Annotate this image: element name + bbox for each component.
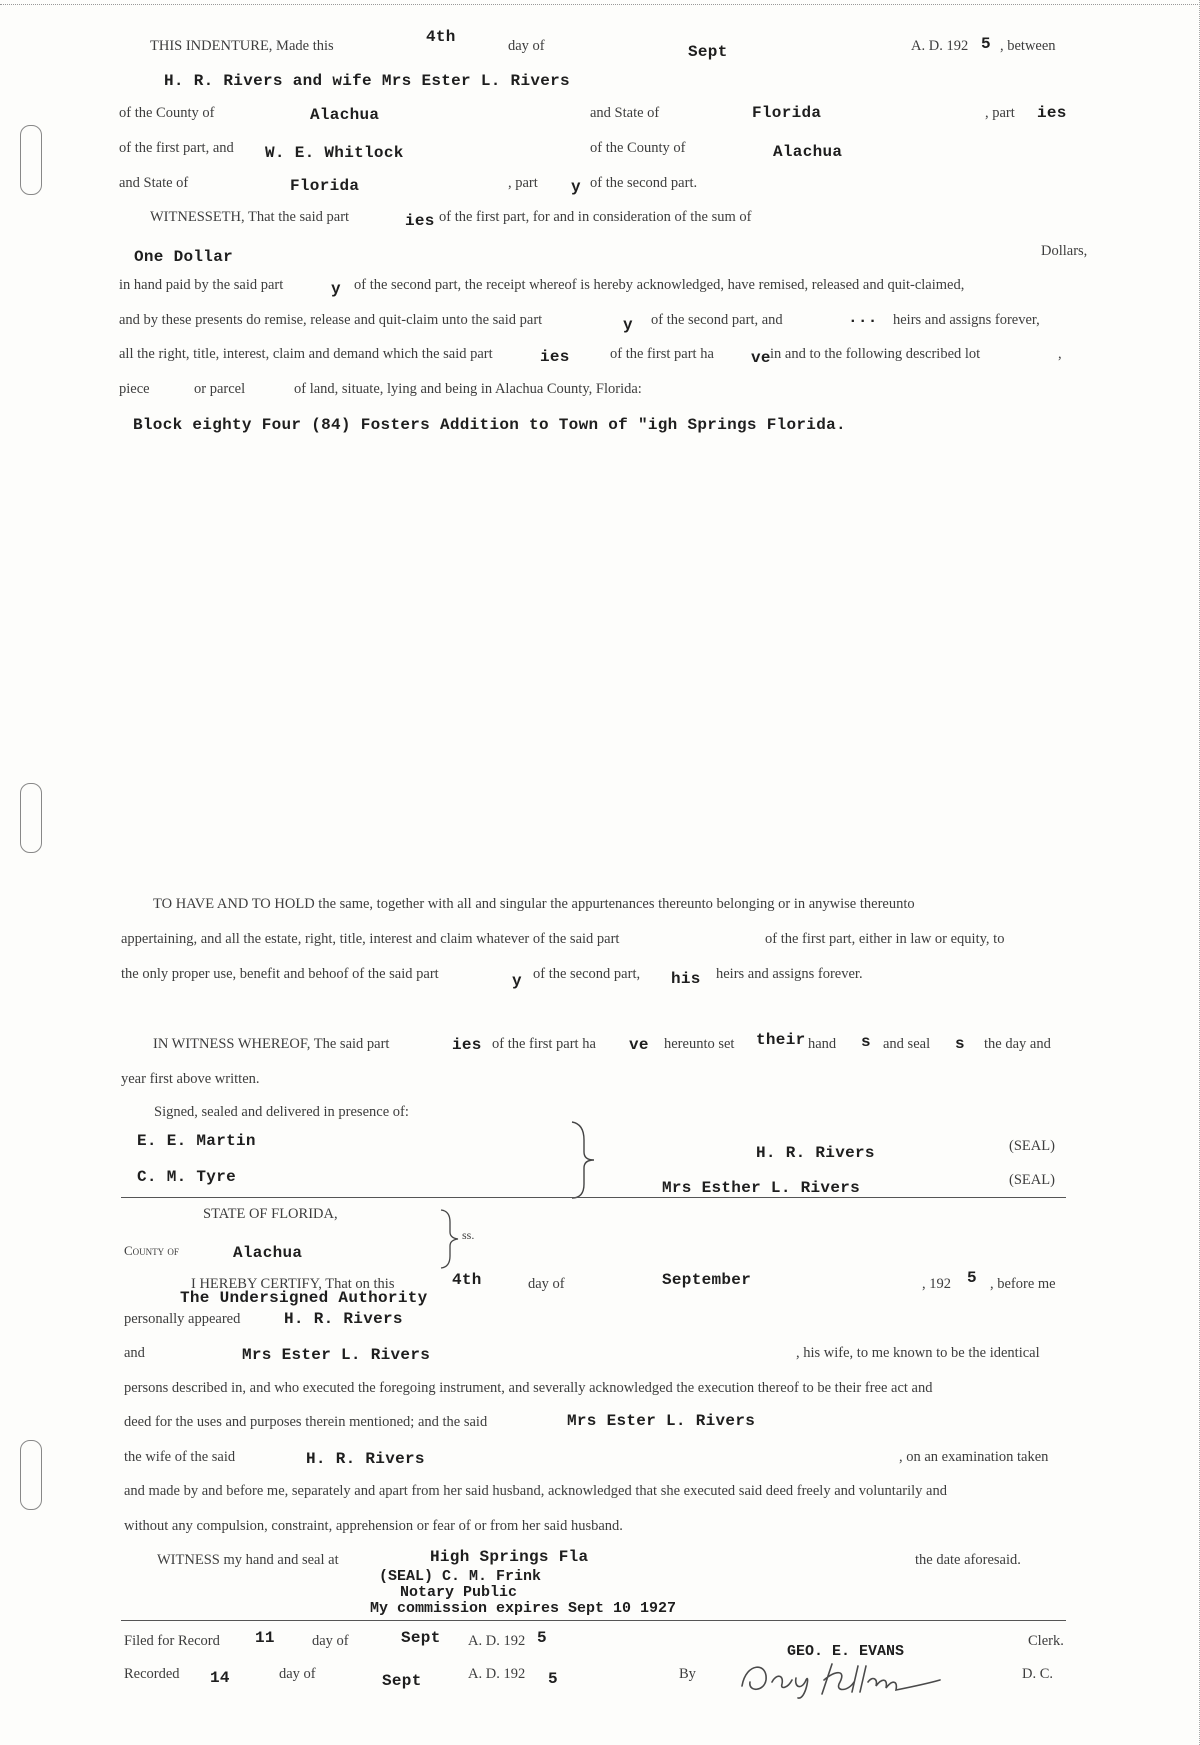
witnesseth-line1-suffix: ies xyxy=(405,212,435,230)
testimonium-s2: s xyxy=(955,1035,965,1053)
appeared-label: personally appeared xyxy=(124,1311,241,1327)
day-of-label: day of xyxy=(508,38,545,54)
grantee-state: Florida xyxy=(290,177,360,195)
grantor-suffix: ies xyxy=(1037,104,1067,122)
grantee-county: Alachua xyxy=(773,143,843,161)
testimonium-ve: ve xyxy=(629,1036,649,1054)
testimonium-line1: IN WITNESS WHEREOF, The said part xyxy=(153,1036,390,1052)
filed-label: Filed for Record xyxy=(124,1633,220,1649)
seal-2: (SEAL) xyxy=(1009,1172,1055,1188)
venue-brace-icon xyxy=(438,1208,462,1270)
grantee-part-label: , part xyxy=(508,175,538,191)
witnesseth-line3-heirs: heirs and assigns forever, xyxy=(893,312,1040,328)
wife-identity-text: , his wife, to me known to be the identical xyxy=(796,1345,1040,1361)
witnesseth-line4-lot: in and to the following described lot xyxy=(770,346,981,362)
habendum-line1: TO HAVE AND TO HOLD the same, together with all and singular the appurtenances thereunto belonging or in anywise thereunto xyxy=(153,896,915,912)
witnesseth-line2: in hand paid by the said part xyxy=(119,277,284,293)
habendum-line3-suffix: y xyxy=(512,972,522,990)
certify-year-digit: 5 xyxy=(967,1269,977,1287)
testimonium-day: the day and xyxy=(984,1036,1051,1052)
habendum-line3: the only proper use, benefit and behoof of the said part xyxy=(121,966,439,982)
witness-1: E. E. Martin xyxy=(137,1132,256,1150)
signature-brace-icon xyxy=(568,1120,598,1200)
testimonium-ies: ies xyxy=(452,1036,482,1054)
dollars-label: Dollars, xyxy=(1041,243,1088,259)
by-label: By xyxy=(679,1666,696,1682)
witnesseth-line2-suffix: y xyxy=(331,280,341,298)
habendum-his: his xyxy=(671,970,701,988)
clerk-name: GEO. E. EVANS xyxy=(787,1643,905,1660)
notary-commission: My commission expires Sept 10 1927 xyxy=(370,1600,677,1617)
habendum-line3-rest: of the second part, xyxy=(533,966,641,982)
certify-dayof: day of xyxy=(528,1276,565,1292)
binder-ring-hole-top xyxy=(20,125,42,195)
filed-dayof: day of xyxy=(312,1633,349,1649)
filed-month: Sept xyxy=(401,1629,441,1647)
witness-2: C. M. Tyre xyxy=(137,1168,237,1186)
witnesseth-line4-comma: , xyxy=(1058,346,1062,362)
witnesseth-line3-suffix: y xyxy=(623,316,633,334)
part-label: , part xyxy=(985,105,1015,121)
testimonium-seal: and seal xyxy=(883,1036,931,1052)
recorded-label: Recorded xyxy=(124,1666,180,1682)
filed-year-digit: 5 xyxy=(537,1629,547,1647)
recorded-year-digit: 5 xyxy=(548,1670,558,1688)
deputy-clerk-signature-icon xyxy=(736,1652,951,1702)
signature-divider xyxy=(121,1197,1066,1198)
certify-day: 4th xyxy=(452,1271,482,1289)
recorded-dayof: day of xyxy=(279,1666,316,1682)
witness-place: High Springs Fla xyxy=(430,1548,589,1566)
binder-ring-hole-bottom xyxy=(20,1440,42,1510)
witnesseth-line1-rest: of the first part, for and in consideration of the sum of xyxy=(439,209,752,225)
testimonium-line2: year first above written. xyxy=(121,1071,260,1087)
without-line: without any compulsion, constraint, apprehension or fear of or from her said husband. xyxy=(124,1518,623,1534)
recorded-month: Sept xyxy=(382,1672,422,1690)
month-value: Sept xyxy=(688,43,728,61)
witnesseth-line4-rest: of the first part ha xyxy=(610,346,714,362)
filed-ad: A. D. 192 xyxy=(468,1633,526,1649)
notary-authority: The Undersigned Authority xyxy=(180,1289,428,1307)
recorded-ad: A. D. 192 xyxy=(468,1666,526,1682)
day-value: 4th xyxy=(426,28,456,46)
state-label: STATE OF FLORIDA, xyxy=(203,1206,338,1222)
testimonium-hand: hand xyxy=(808,1036,837,1052)
consideration-sum: One Dollar xyxy=(134,248,234,266)
appeared-name: H. R. Rivers xyxy=(284,1310,403,1328)
testimonium-hereunto: hereunto set xyxy=(664,1036,735,1052)
witnesseth-line3: and by these presents do remise, release and quit-claim unto the said part xyxy=(119,312,543,328)
ss-label: ss. xyxy=(462,1228,475,1242)
clerk-label: Clerk. xyxy=(1028,1633,1064,1649)
year-digit: 5 xyxy=(981,35,991,53)
witnesseth-line2-rest: of the second part, the receipt whereof is hereby acknowledged, have remised, released and quit-claimed, xyxy=(354,277,965,293)
habendum-heirs: heirs and assigns forever. xyxy=(716,966,863,982)
indenture-label: THIS INDENTURE, Made this xyxy=(150,38,334,54)
habendum-line2-rest: of the first part, either in law or equity, to xyxy=(765,931,1005,947)
wife-of-label: the wife of the said xyxy=(124,1449,236,1465)
seal-1: (SEAL) xyxy=(1009,1138,1055,1154)
certify-year-label: , 192 xyxy=(922,1276,951,1292)
grantee-suffix: y xyxy=(571,178,581,196)
witness-seal-label: WITNESS my hand and seal at xyxy=(157,1552,339,1568)
witnesseth-line3-dots: ... xyxy=(848,309,878,327)
first-part-label: of the first part, and xyxy=(119,140,234,156)
grantor-state: Florida xyxy=(752,104,822,122)
grantor-county: Alachua xyxy=(310,106,380,124)
piece-label: piece xyxy=(119,381,150,397)
witnesseth-line4-suffix: ies xyxy=(540,348,570,366)
notary-title: Notary Public xyxy=(400,1584,518,1601)
and-state-label: and State of xyxy=(590,105,660,121)
between-label: , between xyxy=(1000,38,1056,54)
binder-ring-hole-middle xyxy=(20,783,42,853)
parcel-label: or parcel xyxy=(194,381,246,397)
signer-2: Mrs Esther L. Rivers xyxy=(662,1179,861,1197)
county-label: County of xyxy=(124,1243,179,1258)
testimonium-s1: s xyxy=(861,1033,871,1051)
made-line: and made by and before me, separately and apart from her said husband, acknowledged that she executed said deed freely and voluntarily and xyxy=(124,1483,947,1499)
wife-name: Mrs Ester L. Rivers xyxy=(242,1346,431,1364)
and-label: and xyxy=(124,1345,145,1361)
of-county-label: of the County of xyxy=(119,105,215,121)
grantor-names: H. R. Rivers and wife Mrs Ester L. Rivers xyxy=(164,72,570,90)
witnesseth-line3-rest: of the second part, and xyxy=(651,312,783,328)
property-description: Block eighty Four (84) Fosters Addition to Town of "igh Springs Florida. xyxy=(133,416,846,434)
testimonium-their: their xyxy=(756,1031,806,1049)
county-value: Alachua xyxy=(233,1244,303,1262)
notary-name: (SEAL) C. M. Frink xyxy=(379,1568,542,1585)
date-aforesaid: the date aforesaid. xyxy=(915,1552,1021,1568)
habendum-line2: appertaining, and all the estate, right, title, interest and claim whatever of the said part xyxy=(121,931,620,947)
land-description-intro: of land, situate, lying and being in Alachua County, Florida: xyxy=(294,381,642,397)
wife-of-name: H. R. Rivers xyxy=(306,1450,425,1468)
signer-1: H. R. Rivers xyxy=(756,1144,875,1162)
deed-line-name: Mrs Ester L. Rivers xyxy=(567,1412,756,1430)
dc-label: D. C. xyxy=(1022,1666,1054,1682)
exam-text: , on an examination taken xyxy=(899,1449,1049,1465)
filing-divider xyxy=(121,1620,1066,1621)
certify-intro: I HEREBY CERTIFY, That on this xyxy=(191,1276,395,1292)
page-top-border xyxy=(0,4,1200,5)
grantee-state-label: and State of xyxy=(119,175,189,191)
witnesseth-line1: WITNESSETH, That the said part xyxy=(150,209,350,225)
ad-label: A. D. 192 xyxy=(911,38,969,54)
testimonium-first-part: of the first part ha xyxy=(492,1036,596,1052)
recorded-day: 14 xyxy=(210,1669,230,1687)
filed-day: 11 xyxy=(255,1629,275,1647)
witnesseth-line4-ve: ve xyxy=(751,349,771,367)
certify-month: September xyxy=(662,1271,752,1289)
second-part-label: of the second part. xyxy=(590,175,698,191)
grantee-name: W. E. Whitlock xyxy=(265,144,404,162)
witnesseth-line4: all the right, title, interest, claim and demand which the said part xyxy=(119,346,493,362)
deed-line: deed for the uses and purposes therein mentioned; and the said xyxy=(124,1414,488,1430)
persons-line: persons described in, and who executed the foregoing instrument, and severally acknowledged the execution thereof to be their free act and xyxy=(124,1380,933,1396)
certify-before: , before me xyxy=(990,1276,1056,1292)
presence-label: Signed, sealed and delivered in presence of: xyxy=(154,1104,409,1120)
grantee-county-label: of the County of xyxy=(590,140,686,156)
